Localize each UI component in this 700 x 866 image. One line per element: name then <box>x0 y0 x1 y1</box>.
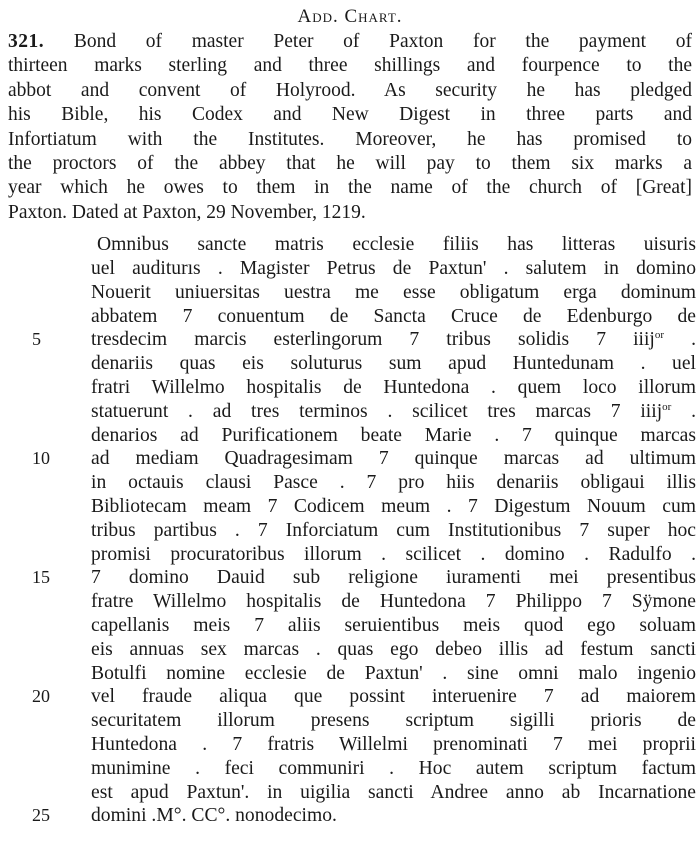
transcript-line <box>8 590 696 614</box>
transcript-line <box>8 328 697 352</box>
summary-line-1 <box>8 30 692 54</box>
transcript-line-text: Botulfi nomine ecclesie de Paxtun' . sine omni malo ingenio <box>91 662 696 684</box>
summary-line-2: thirteen marks sterling and three shillings and fourpence to the <box>8 55 692 77</box>
transcript-line <box>8 257 696 281</box>
transcript-line-text: tresdecim marcis esterlingorum 7 tribus solidis 7 iiij$^{or}$ . <box>91 329 697 351</box>
transcript-line-text: Bibliotecam meam 7 Codicem meum . 7 Digestum Nouum cum <box>91 496 696 518</box>
transcript-line-text: ad mediam Quadragesimam 7 quinque marcas ad ultimum <box>91 448 696 470</box>
transcript-line <box>8 757 696 781</box>
transcript-line-text: Huntedona . 7 fratris Willelmi prenominati 7 mei proprii <box>91 733 696 755</box>
transcript-line-text: domini .M°. CC°. nonodecimo. <box>91 805 337 827</box>
transcript-line <box>8 495 696 519</box>
transcript-line-text: eis annuas sex marcas . quas ego debeo illis ad festum sancti <box>91 638 696 660</box>
transcript-line <box>8 733 696 757</box>
charter-transcript <box>8 233 697 828</box>
transcript-line <box>8 781 696 805</box>
summary-line-text: Bond of master Peter of Paxton for the payment of <box>73 31 693 52</box>
transcript-line <box>8 447 696 471</box>
summary-line-3: abbot and convent of Holyrood. As security he has pledged <box>8 79 692 101</box>
transcript-line-text: Nouerit uniuersitas uestra me esse obligatum erga dominum <box>91 281 696 303</box>
transcript-line <box>8 233 696 257</box>
transcript-line <box>8 376 696 400</box>
line-number: 25 <box>32 805 50 826</box>
transcript-line <box>8 471 696 495</box>
transcript-line-text: fratri Willelmo hospitalis de Huntedona . quem loco illorum <box>91 377 696 399</box>
transcript-line-text: statuerunt . ad tres terminos . scilicet tres marcas 7 iiij$^{or}$ . <box>91 400 696 422</box>
transcript-line-text: est apud Paxtun'. in uigilia sancti Andree anno ab Incarnatione <box>91 781 696 803</box>
summary-line-6: the proctors of the abbey that he will pay to them six marks a <box>8 153 692 175</box>
line-number: 5 <box>32 329 41 350</box>
transcript-line-text: capellanis meis 7 aliis seruientibus meis quod ego soluam <box>91 615 696 636</box>
transcript-line <box>8 566 696 590</box>
page-heading: Add. Chart. <box>297 6 403 27</box>
transcript-line <box>8 543 696 567</box>
transcript-line <box>8 638 696 662</box>
transcript-line-text: vel fraude aliqua que possint interuenire 7 ad maiorem <box>91 686 696 708</box>
transcript-line <box>8 281 696 305</box>
line-number: 10 <box>32 448 50 469</box>
transcript-line-text: fratre Willelmo hospitalis de Huntedona 7 Philippo 7 Sÿmone <box>91 591 696 613</box>
transcript-line-text: munimine . feci communiri . Hoc autem scriptum factum <box>91 757 696 779</box>
transcript-line <box>8 305 696 329</box>
transcript-line <box>8 709 696 733</box>
charter-summary <box>8 30 692 225</box>
line-number: 20 <box>32 686 50 707</box>
transcript-line <box>8 614 696 638</box>
transcript-line <box>8 424 696 448</box>
transcript-line-text: denariis quas eis soluturus sum apud Huntedunam . uel <box>91 353 696 375</box>
transcript-line <box>8 662 696 686</box>
summary-line-8: Paxton. Dated at Paxton, 29 November, 1219. <box>8 201 366 223</box>
summary-line-7: year which he owes to them in the name of the church of [Great] <box>8 177 692 199</box>
transcript-line-text: denarios ad Purificationem beate Marie . 7 quinque marcas <box>91 424 696 446</box>
summary-line-5: Infortiatum with the Institutes. Moreover, he has promised to <box>8 128 692 150</box>
line-number: 15 <box>32 567 50 588</box>
transcript-line-text: tribus partibus . 7 Inforciatum cum Institutionibus 7 super hoc <box>91 519 696 541</box>
charter-number: 321. <box>8 31 45 52</box>
transcript-line-text: 7 domino Dauid sub religione iuramenti mei presentibus <box>91 567 696 589</box>
transcript-line <box>8 804 692 828</box>
transcript-line <box>8 400 696 424</box>
transcript-line <box>8 352 696 376</box>
transcript-line <box>8 685 696 709</box>
transcript-line-text: securitatem illorum presens scriptum sigilli prioris de <box>91 710 696 732</box>
transcript-line-text: Omnibus sancte matris ecclesie filiis has litteras uisuris <box>97 234 696 256</box>
transcript-line-text: abbatem 7 conuentum de Sancta Cruce de Edenburgo de <box>91 305 696 327</box>
transcript-line <box>8 519 696 543</box>
transcript-line-text: in octauis clausi Pasce . 7 pro hiis denariis obligaui illis <box>91 472 696 494</box>
transcript-line-text: promisi procuratoribus illorum . scilicet . domino . Radulfo . <box>91 543 696 565</box>
transcript-line-text: uel auditurıs . Magister Petrus de Paxtun' . salutem in domino <box>91 258 696 280</box>
summary-line-4: his Bible, his Codex and New Digest in three parts and <box>8 104 692 126</box>
